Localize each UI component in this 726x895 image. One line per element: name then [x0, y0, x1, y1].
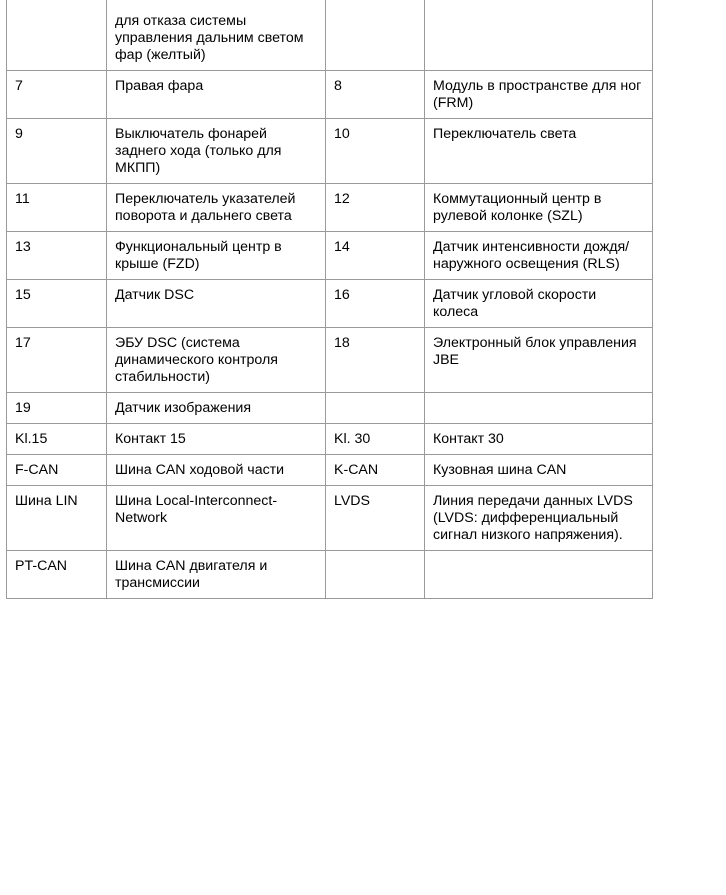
- legend-code-cell: 11: [7, 184, 107, 232]
- legend-description-cell: [425, 0, 653, 71]
- legend-description-cell: Датчик DSC: [107, 280, 326, 328]
- legend-code-cell: 17: [7, 328, 107, 393]
- table-row: [7, 328, 653, 393]
- legend-code-cell: Шина LIN: [7, 486, 107, 551]
- legend-description-cell: Шина CAN двигателя и трансмиссии: [107, 551, 326, 599]
- legend-description-cell: [425, 551, 653, 599]
- legend-description-cell: Модуль в пространстве для ног (FRM): [425, 71, 653, 119]
- legend-description-cell: Переключатель указателей поворота и дальнего света: [107, 184, 326, 232]
- table-row: [7, 393, 653, 424]
- legend-description-cell: Датчик угловой скорости колеса: [425, 280, 653, 328]
- legend-code-cell: [326, 393, 425, 424]
- legend-code-cell: PT-CAN: [7, 551, 107, 599]
- legend-code-cell: F-CAN: [7, 455, 107, 486]
- table-row: [7, 0, 653, 71]
- legend-description-cell: Датчик интенсивности дождя/наружного освещения (RLS): [425, 232, 653, 280]
- legend-code-cell: 7: [7, 71, 107, 119]
- table-row: [7, 551, 653, 599]
- legend-description-cell: Линия передачи данных LVDS (LVDS: дифференциальный сигнал низкого напряжения).: [425, 486, 653, 551]
- legend-code-cell: 9: [7, 119, 107, 184]
- table-row: [7, 486, 653, 551]
- table-row: [7, 424, 653, 455]
- table-row: [7, 184, 653, 232]
- legend-table: [6, 0, 653, 599]
- legend-description-cell: Датчик изображения: [107, 393, 326, 424]
- legend-description-cell: ЭБУ DSC (система динамического контроля стабильности): [107, 328, 326, 393]
- legend-code-cell: 12: [326, 184, 425, 232]
- legend-code-cell: K-CAN: [326, 455, 425, 486]
- legend-description-cell: Электронный блок управления JBE: [425, 328, 653, 393]
- legend-description-cell: Выключатель фонарей заднего хода (только для МКПП): [107, 119, 326, 184]
- legend-code-cell: [326, 0, 425, 71]
- legend-code-cell: Kl.15: [7, 424, 107, 455]
- legend-description-cell: Переключатель света: [425, 119, 653, 184]
- legend-code-cell: 14: [326, 232, 425, 280]
- legend-code-cell: 13: [7, 232, 107, 280]
- legend-code-cell: Kl. 30: [326, 424, 425, 455]
- legend-description-cell: Правая фара: [107, 71, 326, 119]
- legend-code-cell: [7, 0, 107, 71]
- legend-description-cell: [425, 393, 653, 424]
- table-row: [7, 455, 653, 486]
- legend-description-cell: Шина Local-Interconnect-Network: [107, 486, 326, 551]
- table-row: [7, 280, 653, 328]
- legend-code-cell: 10: [326, 119, 425, 184]
- legend-code-cell: 8: [326, 71, 425, 119]
- table-row: [7, 71, 653, 119]
- legend-description-cell: Функциональный центр в крыше (FZD): [107, 232, 326, 280]
- legend-description-cell: Коммутационный центр в рулевой колонке (SZL): [425, 184, 653, 232]
- legend-code-cell: 15: [7, 280, 107, 328]
- legend-code-cell: 16: [326, 280, 425, 328]
- legend-code-cell: 19: [7, 393, 107, 424]
- table-row: [7, 119, 653, 184]
- legend-description-cell: Контакт 30: [425, 424, 653, 455]
- legend-description-cell: Шина CAN ходовой части: [107, 455, 326, 486]
- legend-description-cell: для отказа системы управления дальним светом фар (желтый): [107, 0, 326, 71]
- table-row: [7, 232, 653, 280]
- legend-description-cell: Кузовная шина CAN: [425, 455, 653, 486]
- legend-code-cell: LVDS: [326, 486, 425, 551]
- legend-description-cell: Контакт 15: [107, 424, 326, 455]
- legend-code-cell: [326, 551, 425, 599]
- legend-code-cell: 18: [326, 328, 425, 393]
